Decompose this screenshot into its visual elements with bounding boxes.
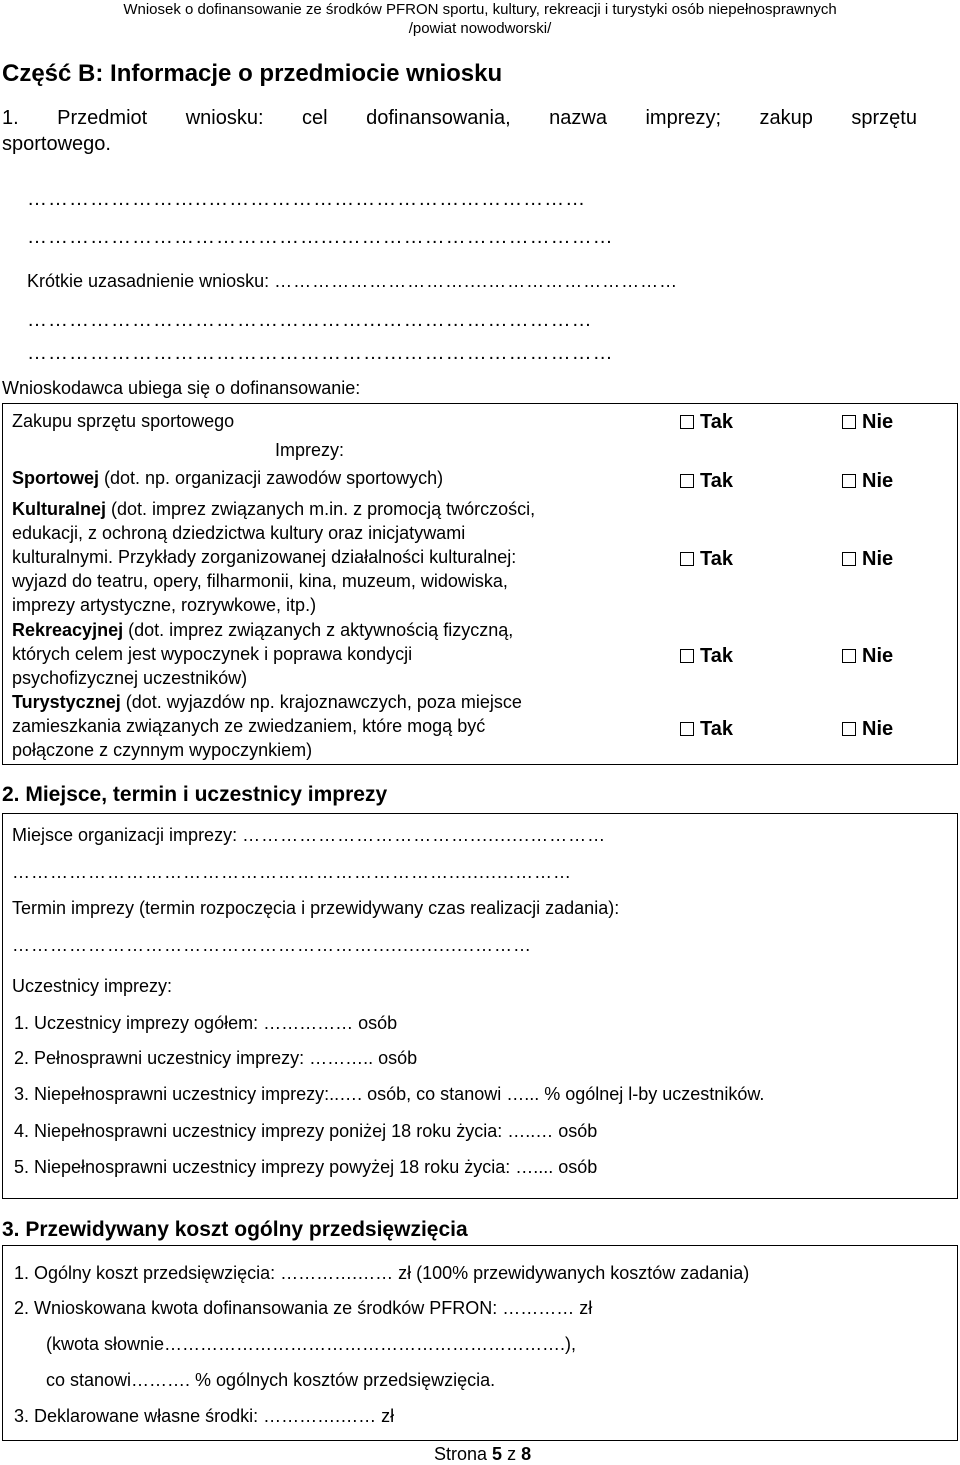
checkbox-icon[interactable] bbox=[680, 474, 694, 488]
cost-item-2-words[interactable]: (kwota słownie………………………………………………………….), bbox=[46, 1334, 577, 1354]
events-label: Imprezy: bbox=[275, 440, 345, 460]
equipment-yes-option[interactable]: Tak bbox=[680, 411, 733, 434]
place-dots-1[interactable]: ………………………………..........………… bbox=[242, 825, 607, 845]
justification-dots-2[interactable]: …………………………………………...………………………… bbox=[27, 309, 593, 331]
recreation-yes-option[interactable]: Tak bbox=[680, 645, 733, 668]
justification-dots-1[interactable]: …………………………....………………………… bbox=[274, 271, 679, 291]
participants-label: Uczestnicy imprezy: bbox=[12, 976, 173, 996]
participant-item-5[interactable]: 5. Niepełnosprawni uczestnicy imprezy powyżej 18 roku życia: ….... osób bbox=[14, 1157, 598, 1177]
culture-no-option[interactable]: Nie bbox=[842, 548, 893, 571]
checkbox-icon[interactable] bbox=[842, 415, 856, 429]
culture-label-line1: Kulturalnej (dot. imprez związanych m.in. z promocją twórczości, bbox=[12, 499, 536, 519]
culture-yes-option[interactable]: Tak bbox=[680, 548, 733, 571]
document-header-line1: Wniosek o dofinansowanie ze środków PFRON sportu, kultury, rekreacji i turystyki osób niepełnosprawnych bbox=[123, 1, 837, 18]
participant-item-2[interactable]: 2. Pełnosprawni uczestnicy imprezy: ……….. osób bbox=[14, 1048, 418, 1068]
sport-yes-option[interactable]: Tak bbox=[680, 470, 733, 493]
place-label: Miejsce organizacji imprezy: bbox=[12, 825, 243, 845]
s1-dots-1[interactable]: ……………………..……………………………………………… bbox=[27, 188, 587, 210]
cost-item-2[interactable]: 2. Wnioskowana kwota dofinansowania ze środków PFRON: ………… zł bbox=[14, 1298, 593, 1318]
checkbox-icon[interactable] bbox=[680, 552, 694, 566]
s3-title: 3. Przewidywany koszt ogólny przedsięwzięcia bbox=[2, 1218, 468, 1241]
checkbox-icon[interactable] bbox=[680, 649, 694, 663]
place-dots-2[interactable]: ……………………………………………………………...........……… bbox=[12, 862, 573, 882]
justification-label: Krótkie uzasadnienie wniosku: bbox=[27, 271, 275, 291]
equipment-no-option[interactable]: Nie bbox=[842, 411, 893, 434]
recreation-label-line2: których celem jest wypoczynek i poprawa kondycji bbox=[12, 644, 413, 664]
participant-item-3[interactable]: 3. Niepełnosprawni uczestnicy imprezy:..…. osób, co stanowi …... % ogólnej l-by uczestników. bbox=[14, 1084, 765, 1104]
page-number: Strona 5 z 8 bbox=[434, 1444, 532, 1464]
cost-item-3[interactable]: 3. Deklarowane własne środki: ………….…… zł bbox=[14, 1406, 395, 1426]
sport-label: Sportowej (dot. np. organizacji zawodów sportowych) bbox=[12, 468, 444, 488]
participant-item-4[interactable]: 4. Niepełnosprawni uczestnicy imprezy poniżej 18 roku życia: …..… osób bbox=[14, 1121, 598, 1141]
checkbox-icon[interactable] bbox=[842, 722, 856, 736]
culture-label-line2: edukacji, z ochroną dziedzictwa kultury oraz inicjatywami bbox=[12, 523, 466, 543]
checkbox-icon[interactable] bbox=[680, 415, 694, 429]
culture-label-line5: imprezy artystyczne, rozrywkowe, itp.) bbox=[12, 595, 317, 615]
term-dots[interactable]: ………………………………………………….................……… bbox=[12, 935, 533, 955]
tourism-label-line3: połączone z czynnym wypoczynkiem) bbox=[12, 740, 313, 760]
tourism-label-line1: Turystycznej (dot. wyjazdów np. krajoznawczych, poza miejsce bbox=[12, 692, 522, 712]
s1-title-line1: 1. Przedmiot wniosku: cel dofinansowania, nazwa imprezy; zakup sprzętu bbox=[2, 107, 917, 129]
participant-item-1[interactable]: 1. Uczestnicy imprezy ogółem: …………… osób bbox=[14, 1013, 398, 1033]
s1-dots-2[interactable]: ……………………………………...………………………………… bbox=[27, 226, 614, 248]
equipment-label: Zakupu sprzętu sportowego bbox=[12, 411, 235, 431]
culture-label-line3: kulturalnymi. Przykłady zorganizowanej działalności kulturalnej: bbox=[12, 547, 517, 567]
justification-dots-3[interactable]: ……………………………………………...………………………… bbox=[27, 342, 614, 364]
document-header-line2: /powiat nowodworski/ bbox=[408, 20, 552, 37]
s1-title-line2: sportowego. bbox=[2, 133, 111, 155]
cost-item-2-percent[interactable]: co stanowi………. % ogólnych kosztów przedsięwzięcia. bbox=[46, 1370, 496, 1390]
tourism-no-option[interactable]: Nie bbox=[842, 718, 893, 741]
checkbox-icon[interactable] bbox=[842, 552, 856, 566]
part-title: Część B: Informacje o przedmiocie wniosku bbox=[2, 60, 503, 87]
recreation-label-line1: Rekreacyjnej (dot. imprez związanych z aktywnością fizyczną, bbox=[12, 620, 514, 640]
cost-item-1[interactable]: 1. Ogólny koszt przedsięwzięcia: ………….…… zł (100% przewidywanych kosztów zadania) bbox=[14, 1263, 750, 1283]
tourism-yes-option[interactable]: Tak bbox=[680, 718, 733, 741]
culture-label-line4: wyjazd do teatru, opery, filharmonii, kina, muzeum, widowiska, bbox=[12, 571, 508, 591]
tourism-label-line2: zamieszkania związanych ze zwiedzaniem, które mogą być bbox=[12, 716, 486, 736]
recreation-label-line3: psychofizycznej uczestników) bbox=[12, 668, 248, 688]
checkbox-icon[interactable] bbox=[680, 722, 694, 736]
term-label: Termin imprezy (termin rozpoczęcia i przewidywany czas realizacji zadania): bbox=[12, 898, 620, 918]
checkbox-icon[interactable] bbox=[842, 649, 856, 663]
sport-no-option[interactable]: Nie bbox=[842, 470, 893, 493]
checkbox-icon[interactable] bbox=[842, 474, 856, 488]
applicant-label: Wnioskodawca ubiega się o dofinansowanie: bbox=[2, 378, 361, 398]
s2-title: 2. Miejsce, termin i uczestnicy imprezy bbox=[2, 783, 388, 806]
recreation-no-option[interactable]: Nie bbox=[842, 645, 893, 668]
